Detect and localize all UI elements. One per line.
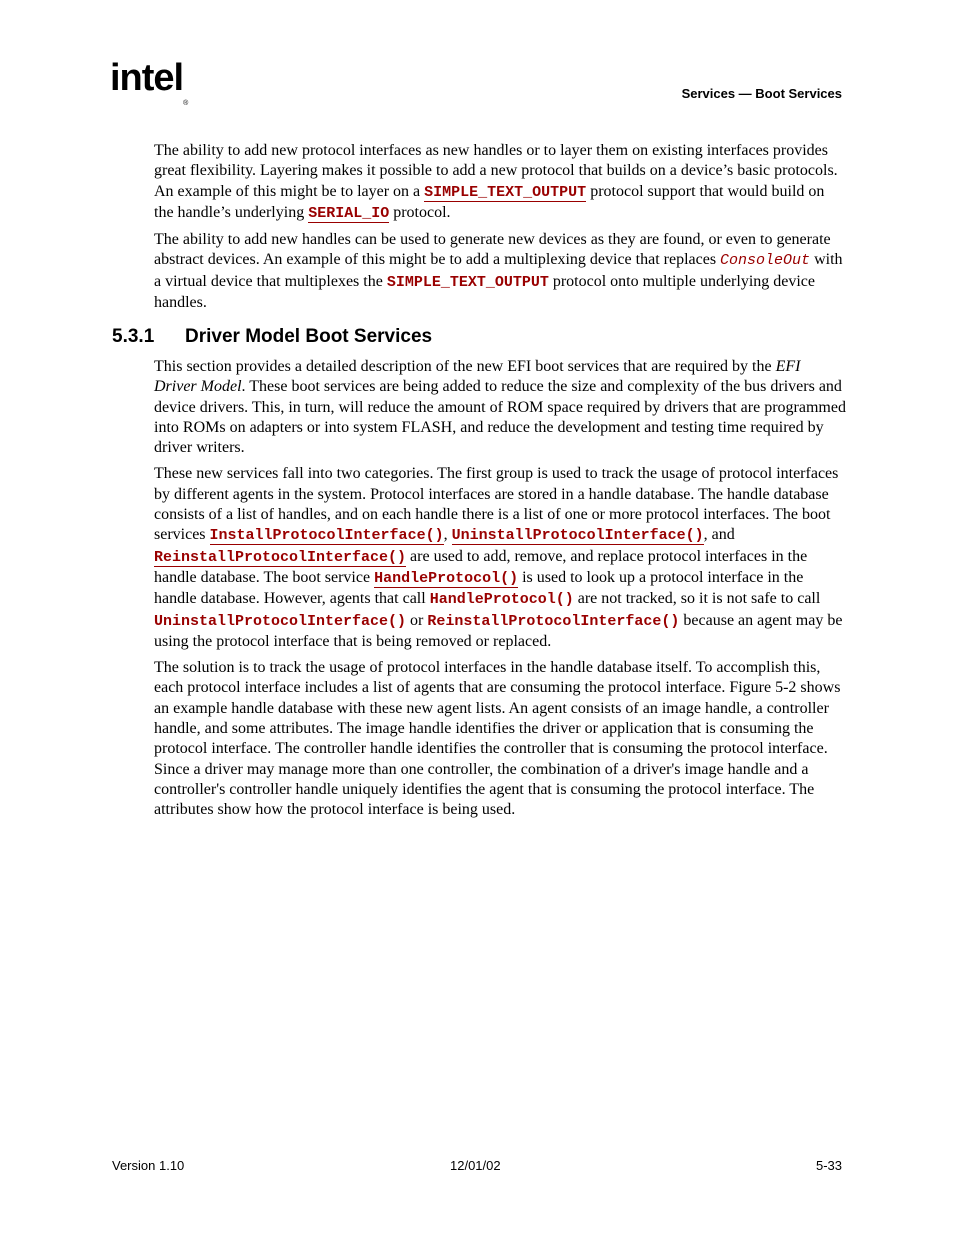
serial-io-link[interactable]: SERIAL_IO — [308, 204, 390, 222]
handle-protocol-code: HandleProtocol() — [429, 591, 574, 609]
section-body — [154, 357, 846, 827]
logo-text: intel — [110, 57, 184, 99]
footer-version: Version 1.10 — [112, 1158, 185, 1173]
registered-mark: ® — [183, 100, 189, 107]
paragraph-categories: These new services fall into two categories. The first group is used to track the usage of protocol interfaces by different agents in the system. Protocol interfaces are stored in a handle database. The handle database consists of a list of handles, and on each handle there is a list of one or more protocol interfaces. The boot services InstallProtocolInterface(), UninstallProtocolInterface(), and ReinstallProtocolInterface() are used to add, remove, and replace protocol interfaces in the handle database. The boot service HandleProtocol() is used to look up a protocol interface in the handle database. However, agents that call HandleProtocol() are not tracked, so it is not safe to call UninstallProtocolInterface() or ReinstallProtocolInterface() because an agent may be using the protocol interface that is being removed or replaced. — [154, 465, 843, 650]
footer-date: 12/01/02 — [450, 1158, 501, 1173]
footer-page-number: 5-33 — [815, 1158, 842, 1173]
paragraph-new-handles: The ability to add new handles can be used to generate new devices as they are found, or even to generate abstract devices. An example of this might be to add a multiplexing device that replaces ConsoleOut with a virtual device that multiplexes the SIMPLE_TEXT_OUTPUT protocol onto multiple underlying device handles. — [154, 231, 843, 312]
simple-text-output-code: SIMPLE_TEXT_OUTPUT — [386, 273, 549, 291]
paragraph-layering: The ability to add new protocol interfaces as new handles or to layer them on existing interfaces provides great flexibility. Layering makes it possible to add a new protocol that builds on a device’s basic protocols. An example of this might be to layer on a SIMPLE_TEXT_OUTPUT protocol support that would build on the handle’s underlying SERIAL_IO protocol. — [154, 142, 838, 222]
reinstall-protocol-interface-link[interactable]: ReinstallProtocolInterface() — [154, 548, 407, 566]
section-title: Driver Model Boot Services — [185, 326, 433, 347]
paragraph-overview: This section provides a detailed description of the new EFI boot services that are required by the EFI Driver Model. These boot services are being added to reduce the size and complexity of the bus drivers and device drivers. This, in turn, will reduce the amount of ROM space required by drivers that are programmed into ROMs on adapters or into system FLASH, and reduce the development and testing time required by driver writers. — [154, 358, 846, 457]
section-number: 5.3.1 — [112, 326, 155, 347]
uninstall-protocol-interface-link[interactable]: UninstallProtocolInterface() — [451, 527, 704, 545]
intel-logo — [110, 57, 189, 107]
paragraph-solution: The solution is to track the usage of protocol interfaces in the handle database itself. To accomplish this, each protocol interface includes a list of agents that are consuming the protocol interface. Figure 5-2 shows an example handle database with these new agent lists. An agent consists of an image handle, a controller handle, and some attributes. The image handle identifies the driver or application that is consuming the protocol interface. The controller handle identifies the controller that is consuming the protocol interface. Since a driver may manage more than one controller, the combination of a driver's image handle and a controller's controller handle uniquely identifies the agent that is consuming the protocol interface. The attributes show how the protocol interface is being used. — [154, 659, 841, 819]
console-out-code: ConsoleOut — [720, 252, 811, 270]
uninstall-protocol-interface-code: UninstallProtocolInterface() — [154, 612, 407, 630]
running-header: Services — Boot Services — [681, 86, 842, 101]
section-heading — [112, 326, 432, 348]
simple-text-output-link[interactable]: SIMPLE_TEXT_OUTPUT — [424, 183, 587, 201]
handle-protocol-link[interactable]: HandleProtocol() — [374, 569, 519, 587]
reinstall-protocol-interface-code: ReinstallProtocolInterface() — [427, 612, 680, 630]
install-protocol-interface-link[interactable]: InstallProtocolInterface() — [209, 527, 444, 545]
intro-text — [154, 141, 846, 319]
